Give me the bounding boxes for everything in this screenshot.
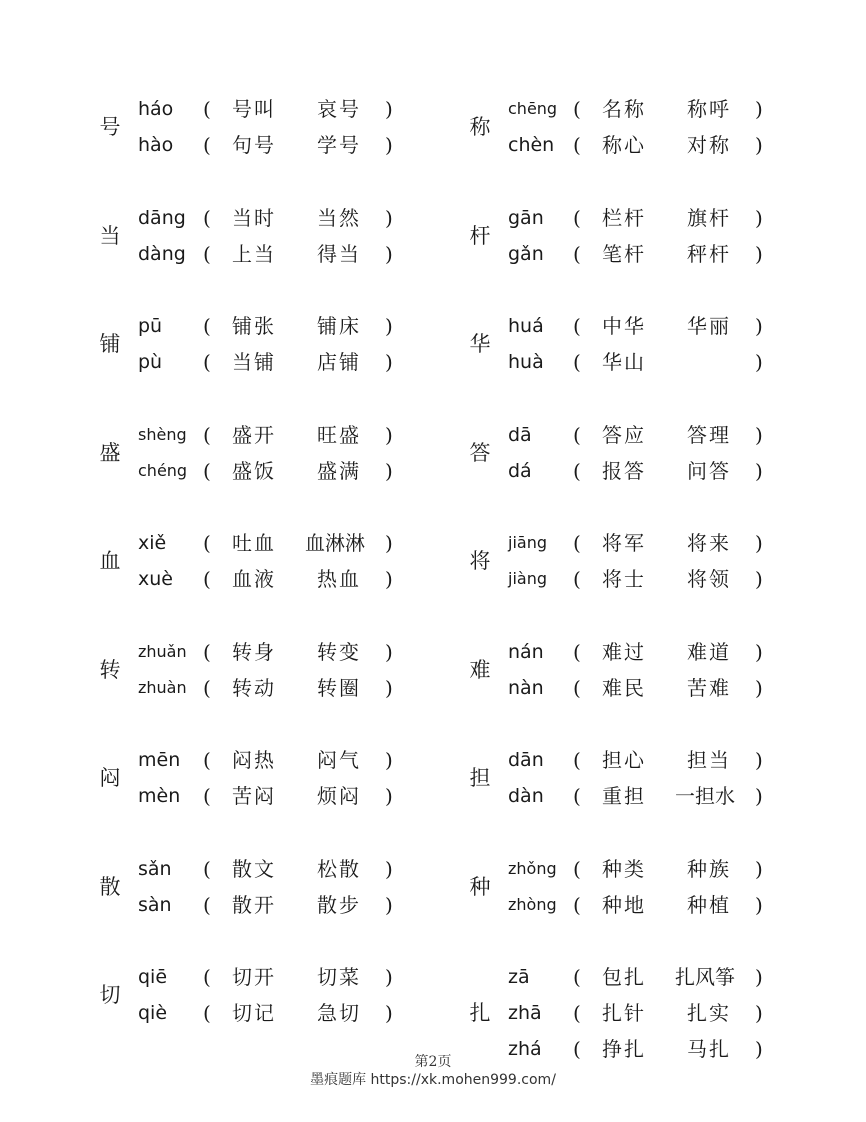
word-1: 苦闷 [232,784,276,808]
open-paren: ( [203,856,211,881]
close-paren: ) [755,784,763,808]
pinyin: huá [508,315,544,337]
polyphone-character: 答 [469,440,491,465]
word-1: 笔杆 [602,241,646,266]
word-1: 种地 [602,892,646,917]
open-paren: ( [573,97,581,121]
word-2: 哀号 [317,97,361,121]
close-paren: ) [385,350,393,374]
pinyin: xuè [138,568,173,590]
pinyin: nán [508,640,544,663]
open-paren: ( [203,748,211,772]
word-1: 称心 [602,133,646,157]
open-paren: ( [573,675,581,700]
close-paren: ) [755,458,763,483]
word-2: 将来 [687,531,731,555]
close-paren: ) [755,748,763,772]
close-paren: ) [755,133,763,157]
reading-row [95,313,495,339]
reading-row [465,892,865,918]
reading-row [465,639,865,665]
word-1: 华山 [602,350,646,374]
polyphone-character: 杆 [469,223,491,248]
reading-row [95,530,495,556]
pinyin: pù [138,351,163,373]
word-2: 急切 [317,1001,361,1025]
polyphone-character: 扎 [469,1001,491,1025]
open-paren: ( [203,97,211,121]
close-paren: ) [755,639,763,664]
pinyin: jiàng [508,569,547,588]
open-paren: ( [203,784,211,808]
reading-row [465,747,865,773]
word-1: 扎针 [602,1001,646,1025]
polyphone-character: 将 [469,549,491,573]
open-paren: ( [203,458,211,483]
word-1: 转动 [232,675,276,700]
pinyin: zā [508,966,530,988]
pinyin: zhā [508,1002,542,1024]
word-2: 答理 [687,422,731,447]
close-paren: ) [385,314,393,338]
word-2: 苦难 [687,675,731,700]
polyphone-character: 闷 [99,766,121,790]
pinyin: gǎn [508,242,544,265]
close-paren: ) [385,133,393,157]
word-1: 重担 [602,784,646,808]
reading-row [95,856,495,882]
reading-row [465,96,865,122]
reading-row [95,747,495,773]
open-paren: ( [573,133,581,157]
close-paren: ) [385,205,393,230]
pinyin: zhá [508,1038,542,1060]
word-2: 松散 [317,856,361,881]
open-paren: ( [573,1001,581,1025]
reading-row [465,349,865,375]
polyphone-character: 号 [99,115,121,139]
polyphone-character: 切 [99,983,121,1007]
reading-row [465,566,865,592]
pinyin: zhuàn [138,677,187,697]
close-paren: ) [755,675,763,700]
open-paren: ( [573,784,581,808]
word-2: 铺床 [317,314,361,338]
word-1: 栏杆 [602,205,646,230]
reading-row [95,639,495,665]
open-paren: ( [203,892,211,917]
word-1: 号叫 [232,97,276,121]
word-2: 种族 [687,856,731,881]
reading-row [465,783,865,809]
word-1: 血液 [232,567,276,591]
close-paren: ) [755,892,763,917]
polyphone-character: 血 [99,549,121,573]
pinyin: sǎn [138,857,172,880]
polyphone-character: 散 [99,874,121,899]
reading-row [465,1000,865,1026]
open-paren: ( [203,567,211,591]
open-paren: ( [573,205,581,230]
close-paren: ) [385,97,393,121]
word-2: 转圈 [317,675,361,700]
word-1: 切记 [232,1001,276,1025]
pinyin: dàn [508,785,544,807]
close-paren: ) [385,748,393,772]
open-paren: ( [203,241,211,266]
pinyin: chèn [508,134,555,156]
pinyin: zhuǎn [138,641,187,661]
reading-row [465,530,865,556]
reading-row [95,783,495,809]
word-2: 烦闷 [317,784,361,808]
reading-row [465,241,865,267]
word-2: 对称 [687,133,731,157]
open-paren: ( [573,965,581,989]
reading-row [465,205,865,231]
word-2: 切菜 [317,965,361,989]
pinyin: háo [138,98,174,120]
word-2: 得当 [317,241,361,266]
word-2: 转变 [317,639,361,664]
word-2: 旺盛 [317,422,361,447]
word-2: 闷气 [317,748,361,772]
word-1: 句号 [232,133,276,157]
pinyin: dá [508,459,532,482]
open-paren: ( [203,1001,211,1025]
open-paren: ( [573,314,581,338]
open-paren: ( [203,314,211,338]
word-1: 名称 [602,97,646,121]
polyphone-character: 盛 [99,440,121,465]
pinyin: dàng [138,242,186,265]
word-2: 热血 [317,567,361,591]
reading-row [465,675,865,701]
close-paren: ) [385,892,393,917]
word-1: 铺张 [232,314,276,338]
pinyin: zhòng [508,894,557,914]
word-1: 当时 [232,205,276,230]
word-1: 包扎 [602,965,646,989]
reading-row [95,96,495,122]
word-1: 挣扎 [602,1037,646,1061]
open-paren: ( [573,531,581,555]
word-1: 盛开 [232,422,276,447]
close-paren: ) [385,675,393,700]
word-1: 散开 [232,892,276,917]
close-paren: ) [385,567,393,591]
close-paren: ) [755,1001,763,1025]
word-2: 学号 [317,133,361,157]
pinyin: dān [508,749,544,771]
open-paren: ( [203,350,211,374]
word-2: 血淋淋 [305,531,365,555]
word-2: 将领 [687,567,731,591]
reading-row [95,892,495,918]
pinyin: huà [508,351,544,373]
word-2: 店铺 [317,350,361,374]
reading-row [95,566,495,592]
reading-row [465,422,865,448]
open-paren: ( [203,639,211,664]
word-2: 问答 [687,458,731,483]
pinyin: shèng [138,424,187,444]
polyphone-character: 铺 [99,332,121,356]
reading-row [465,313,865,339]
reading-row [95,241,495,267]
open-paren: ( [573,639,581,664]
open-paren: ( [203,205,211,230]
word-1: 中华 [602,314,646,338]
word-1: 答应 [602,422,646,447]
close-paren: ) [385,965,393,989]
pinyin: dā [508,423,532,446]
pinyin: nàn [508,676,544,699]
pinyin: dāng [138,206,186,229]
close-paren: ) [755,350,763,374]
close-paren: ) [385,422,393,447]
close-paren: ) [755,567,763,591]
word-2: 马扎 [687,1037,731,1061]
open-paren: ( [573,458,581,483]
word-1: 当铺 [232,350,276,374]
polyphone-character: 种 [469,874,491,899]
word-1: 盛饭 [232,458,276,483]
word-1: 将士 [602,567,646,591]
reading-row [95,675,495,701]
close-paren: ) [385,639,393,664]
word-2: 扎实 [687,1001,731,1025]
close-paren: ) [755,205,763,230]
open-paren: ( [203,675,211,700]
close-paren: ) [755,241,763,266]
close-paren: ) [385,531,393,555]
close-paren: ) [385,784,393,808]
close-paren: ) [385,241,393,266]
word-2: 难道 [687,639,731,664]
word-1: 转身 [232,639,276,664]
open-paren: ( [573,350,581,374]
open-paren: ( [573,892,581,917]
open-paren: ( [573,422,581,447]
pinyin: qiè [138,1002,168,1024]
close-paren: ) [755,97,763,121]
polyphone-character: 转 [99,657,121,682]
word-2: 称呼 [687,97,731,121]
open-paren: ( [573,748,581,772]
word-1: 吐血 [232,531,276,555]
reading-row [95,422,495,448]
word-1: 报答 [602,458,646,483]
open-paren: ( [573,241,581,266]
pinyin: jiāng [508,533,547,552]
pinyin: chēng [508,99,558,118]
word-1: 难过 [602,639,646,664]
reading-row [465,964,865,990]
pinyin: mēn [138,749,181,771]
pinyin: pū [138,315,163,337]
reading-row [95,458,495,484]
word-1: 上当 [232,241,276,266]
close-paren: ) [385,458,393,483]
close-paren: ) [755,856,763,881]
close-paren: ) [755,531,763,555]
open-paren: ( [573,567,581,591]
reading-row [95,964,495,990]
open-paren: ( [203,531,211,555]
word-1: 难民 [602,675,646,700]
pinyin: chéng [138,460,188,480]
close-paren: ) [755,965,763,989]
word-1: 种类 [602,856,646,881]
word-1: 将军 [602,531,646,555]
polyphone-character: 华 [469,332,491,356]
open-paren: ( [573,856,581,881]
word-2: 当然 [317,205,361,230]
open-paren: ( [203,133,211,157]
polyphone-character: 当 [99,223,121,248]
word-2: 一担水 [675,784,735,808]
close-paren: ) [755,1037,763,1061]
close-paren: ) [755,314,763,338]
pinyin: zhǒng [508,858,557,878]
close-paren: ) [385,1001,393,1025]
pinyin: hào [138,134,174,156]
word-2: 秤杆 [687,241,731,266]
pinyin: mèn [138,785,181,807]
word-2: 华丽 [687,314,731,338]
word-1: 切开 [232,965,276,989]
close-paren: ) [755,422,763,447]
open-paren: ( [573,1037,581,1061]
reading-row [465,132,865,158]
word-2: 盛满 [317,458,361,483]
reading-row [95,1000,495,1026]
open-paren: ( [203,965,211,989]
pinyin: qiē [138,966,168,988]
word-1: 担心 [602,748,646,772]
word-2: 旗杆 [687,205,731,230]
polyphone-character: 担 [469,766,491,790]
word-2: 扎风筝 [675,965,735,989]
word-1: 闷热 [232,748,276,772]
pinyin: xiě [138,532,167,554]
close-paren: ) [385,856,393,881]
open-paren: ( [203,422,211,447]
word-2: 种植 [687,892,731,917]
reading-row [95,132,495,158]
word-1: 散文 [232,856,276,881]
pinyin: gān [508,206,544,229]
word-2: 担当 [687,748,731,772]
reading-row [95,349,495,375]
polyphone-character: 难 [469,657,491,682]
pinyin: sàn [138,893,172,916]
reading-row [95,205,495,231]
site-footer: 墨痕题库 https://xk.mohen999.com/ [310,1072,556,1088]
word-2: 散步 [317,892,361,917]
polyphone-character: 称 [469,115,491,139]
reading-row [465,856,865,882]
reading-row [465,458,865,484]
page-number: 第2页 [414,1054,452,1070]
